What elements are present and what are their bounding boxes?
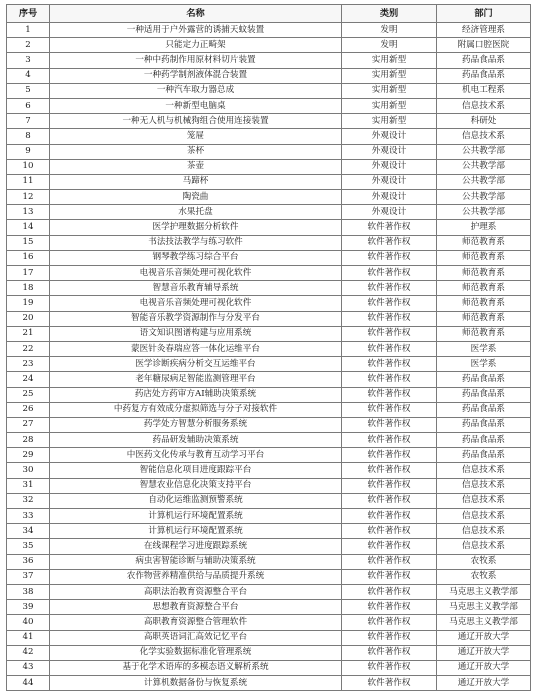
cell-dept: 马克思主义教学部 — [437, 600, 531, 615]
cell-name: 智能音乐教学资源制作与分发平台 — [50, 311, 342, 326]
cell-dept: 公共教学部 — [437, 174, 531, 189]
table-row — [7, 448, 531, 463]
cell-dept: 公共教学部 — [437, 144, 531, 159]
cell-no: 10 — [7, 159, 50, 174]
table-row — [7, 38, 531, 53]
cell-type: 软件著作权 — [342, 584, 437, 599]
cell-dept: 公共教学部 — [437, 205, 531, 220]
cell-type: 软件著作权 — [342, 250, 437, 265]
cell-dept: 护理系 — [437, 220, 531, 235]
cell-name: 自动化运维监测预警系统 — [50, 493, 342, 508]
cell-name: 笼屉 — [50, 129, 342, 144]
cell-type: 软件著作权 — [342, 660, 437, 675]
cell-type: 软件著作权 — [342, 493, 437, 508]
table-row — [7, 569, 531, 584]
header-no: 序号 — [7, 5, 50, 23]
cell-type: 软件著作权 — [342, 539, 437, 554]
cell-type: 软件著作权 — [342, 554, 437, 569]
cell-dept: 信息技术系 — [437, 463, 531, 478]
cell-no: 32 — [7, 493, 50, 508]
cell-no: 38 — [7, 584, 50, 599]
cell-dept: 通辽开放大学 — [437, 660, 531, 675]
cell-name: 水果托盘 — [50, 205, 342, 220]
cell-no: 33 — [7, 509, 50, 524]
cell-no: 9 — [7, 144, 50, 159]
cell-no: 42 — [7, 645, 50, 660]
cell-name: 计算机运行环境配置系统 — [50, 524, 342, 539]
cell-dept: 药品食品系 — [437, 387, 531, 402]
cell-name: 电视音乐音频处理可视化软件 — [50, 266, 342, 281]
table-row — [7, 53, 531, 68]
cell-type: 软件著作权 — [342, 433, 437, 448]
cell-name: 语文知识图谱构建与应用系统 — [50, 326, 342, 341]
cell-name: 高职英语词汇高效记忆平台 — [50, 630, 342, 645]
cell-name: 蒙医针灸春瑞应答一体化运维平台 — [50, 341, 342, 356]
cell-name: 钢琴教学练习综合平台 — [50, 250, 342, 265]
cell-dept: 信息技术系 — [437, 509, 531, 524]
cell-no: 1 — [7, 23, 50, 38]
table-row — [7, 584, 531, 599]
cell-no: 41 — [7, 630, 50, 645]
table-row — [7, 478, 531, 493]
table-row — [7, 250, 531, 265]
cell-name: 计算机运行环境配置系统 — [50, 509, 342, 524]
cell-name: 智能信息化项目进度跟踪平台 — [50, 463, 342, 478]
table-row — [7, 296, 531, 311]
cell-dept: 师范教育系 — [437, 326, 531, 341]
cell-type: 实用新型 — [342, 83, 437, 98]
table-row — [7, 266, 531, 281]
table-row — [7, 68, 531, 83]
cell-no: 29 — [7, 448, 50, 463]
table-row — [7, 23, 531, 38]
table-row — [7, 357, 531, 372]
cell-dept: 药品食品系 — [437, 372, 531, 387]
cell-dept: 公共教学部 — [437, 190, 531, 205]
cell-dept: 信息技术系 — [437, 524, 531, 539]
cell-type: 软件著作权 — [342, 645, 437, 660]
cell-no: 40 — [7, 615, 50, 630]
table-row — [7, 341, 531, 356]
cell-dept: 信息技术系 — [437, 129, 531, 144]
cell-no: 21 — [7, 326, 50, 341]
cell-type: 外观设计 — [342, 144, 437, 159]
table-row — [7, 235, 531, 250]
cell-dept: 信息技术系 — [437, 98, 531, 113]
cell-name: 电视音乐音频处理可视化软件 — [50, 296, 342, 311]
cell-no: 24 — [7, 372, 50, 387]
cell-dept: 药品食品系 — [437, 68, 531, 83]
cell-type: 外观设计 — [342, 190, 437, 205]
cell-type: 实用新型 — [342, 68, 437, 83]
cell-no: 43 — [7, 660, 50, 675]
table-row — [7, 402, 531, 417]
table-row — [7, 83, 531, 98]
cell-no: 23 — [7, 357, 50, 372]
table-row — [7, 311, 531, 326]
cell-no: 15 — [7, 235, 50, 250]
cell-dept: 信息技术系 — [437, 539, 531, 554]
cell-dept: 公共教学部 — [437, 159, 531, 174]
cell-dept: 马克思主义教学部 — [437, 615, 531, 630]
table-row — [7, 220, 531, 235]
cell-name: 智慧农业信息化决策支持平台 — [50, 478, 342, 493]
header-type: 类别 — [342, 5, 437, 23]
cell-dept: 信息技术系 — [437, 493, 531, 508]
cell-dept: 通辽开放大学 — [437, 630, 531, 645]
cell-name: 计算机数据备份与恢复系统 — [50, 676, 342, 691]
header-row — [7, 5, 531, 23]
table-row — [7, 190, 531, 205]
cell-no: 5 — [7, 83, 50, 98]
cell-type: 软件著作权 — [342, 615, 437, 630]
cell-name: 茶壶 — [50, 159, 342, 174]
table-row — [7, 463, 531, 478]
cell-name: 思想教育资源整合平台 — [50, 600, 342, 615]
cell-dept: 药品食品系 — [437, 53, 531, 68]
cell-dept: 师范教育系 — [437, 311, 531, 326]
cell-dept: 药品食品系 — [437, 433, 531, 448]
cell-dept: 通辽开放大学 — [437, 676, 531, 691]
cell-no: 44 — [7, 676, 50, 691]
cell-no: 20 — [7, 311, 50, 326]
cell-type: 软件著作权 — [342, 463, 437, 478]
cell-no: 3 — [7, 53, 50, 68]
cell-type: 外观设计 — [342, 159, 437, 174]
cell-name: 高职法治教育资源整合平台 — [50, 584, 342, 599]
table-row — [7, 417, 531, 432]
cell-name: 书法技法教学与练习软件 — [50, 235, 342, 250]
cell-name: 病虫害智能诊断与辅助决策系统 — [50, 554, 342, 569]
cell-dept: 经济管理系 — [437, 23, 531, 38]
cell-name: 老年糖尿病足智能监测管理平台 — [50, 372, 342, 387]
cell-type: 软件著作权 — [342, 357, 437, 372]
cell-name: 基于化学术语库的多模态语义解析系统 — [50, 660, 342, 675]
cell-no: 22 — [7, 341, 50, 356]
table-row — [7, 660, 531, 675]
cell-no: 16 — [7, 250, 50, 265]
cell-dept: 附属口腔医院 — [437, 38, 531, 53]
table-header — [7, 5, 531, 23]
cell-dept: 师范教育系 — [437, 266, 531, 281]
cell-no: 31 — [7, 478, 50, 493]
cell-dept: 师范教育系 — [437, 281, 531, 296]
cell-no: 36 — [7, 554, 50, 569]
cell-type: 软件著作权 — [342, 296, 437, 311]
table-row — [7, 114, 531, 129]
cell-dept: 农牧系 — [437, 569, 531, 584]
cell-no: 17 — [7, 266, 50, 281]
table-row — [7, 600, 531, 615]
cell-name: 一种无人机与机械狗组合使用连接装置 — [50, 114, 342, 129]
cell-name: 一种药学制剂液体混合装置 — [50, 68, 342, 83]
cell-type: 外观设计 — [342, 205, 437, 220]
cell-type: 外观设计 — [342, 174, 437, 189]
patent-table — [6, 4, 531, 691]
cell-name: 茶杯 — [50, 144, 342, 159]
cell-type: 软件著作权 — [342, 235, 437, 250]
cell-no: 30 — [7, 463, 50, 478]
table-row — [7, 554, 531, 569]
table-row — [7, 645, 531, 660]
cell-name: 药店处方药审方AI辅助决策系统 — [50, 387, 342, 402]
cell-dept: 师范教育系 — [437, 296, 531, 311]
cell-type: 软件著作权 — [342, 402, 437, 417]
cell-type: 软件著作权 — [342, 478, 437, 493]
cell-dept: 医学系 — [437, 357, 531, 372]
table-row — [7, 493, 531, 508]
cell-name: 一种适用于户外露营的诱捕天蚊装置 — [50, 23, 342, 38]
table-row — [7, 98, 531, 113]
cell-no: 7 — [7, 114, 50, 129]
table-row — [7, 159, 531, 174]
cell-no: 19 — [7, 296, 50, 311]
cell-type: 发明 — [342, 23, 437, 38]
cell-no: 34 — [7, 524, 50, 539]
cell-name: 药学处方智慧分析服务系统 — [50, 417, 342, 432]
cell-name: 一种新型电脑桌 — [50, 98, 342, 113]
cell-no: 25 — [7, 387, 50, 402]
cell-name: 一种中药制作用原材料切片装置 — [50, 53, 342, 68]
cell-type: 软件著作权 — [342, 417, 437, 432]
cell-name: 马蹄杯 — [50, 174, 342, 189]
cell-type: 外观设计 — [342, 129, 437, 144]
cell-name: 陶瓷曲 — [50, 190, 342, 205]
cell-no: 13 — [7, 205, 50, 220]
cell-no: 11 — [7, 174, 50, 189]
cell-no: 2 — [7, 38, 50, 53]
cell-dept: 药品食品系 — [437, 448, 531, 463]
table-row — [7, 144, 531, 159]
header-dept: 部门 — [437, 5, 531, 23]
table-row — [7, 615, 531, 630]
cell-type: 软件著作权 — [342, 281, 437, 296]
table-body — [7, 23, 531, 691]
cell-type: 软件著作权 — [342, 341, 437, 356]
cell-no: 6 — [7, 98, 50, 113]
cell-type: 软件著作权 — [342, 630, 437, 645]
table-row — [7, 539, 531, 554]
cell-name: 一种汽车取力器总成 — [50, 83, 342, 98]
cell-dept: 信息技术系 — [437, 478, 531, 493]
cell-type: 软件著作权 — [342, 569, 437, 584]
cell-type: 实用新型 — [342, 53, 437, 68]
cell-type: 软件著作权 — [342, 600, 437, 615]
cell-name: 医学诊断疾病分析交互运维平台 — [50, 357, 342, 372]
table-row — [7, 129, 531, 144]
table-row — [7, 676, 531, 691]
cell-dept: 医学系 — [437, 341, 531, 356]
cell-dept: 通辽开放大学 — [437, 645, 531, 660]
cell-type: 软件著作权 — [342, 372, 437, 387]
cell-dept: 农牧系 — [437, 554, 531, 569]
cell-name: 中药复方有效成分虚拟筛选与分子对接软件 — [50, 402, 342, 417]
cell-dept: 科研处 — [437, 114, 531, 129]
cell-type: 实用新型 — [342, 98, 437, 113]
cell-dept: 药品食品系 — [437, 417, 531, 432]
cell-no: 12 — [7, 190, 50, 205]
cell-type: 实用新型 — [342, 114, 437, 129]
cell-type: 软件著作权 — [342, 524, 437, 539]
cell-type: 软件著作权 — [342, 326, 437, 341]
cell-no: 18 — [7, 281, 50, 296]
cell-no: 28 — [7, 433, 50, 448]
cell-type: 软件著作权 — [342, 509, 437, 524]
cell-no: 26 — [7, 402, 50, 417]
cell-dept: 师范教育系 — [437, 250, 531, 265]
cell-no: 35 — [7, 539, 50, 554]
cell-type: 软件著作权 — [342, 676, 437, 691]
table-row — [7, 281, 531, 296]
cell-dept: 马克思主义教学部 — [437, 584, 531, 599]
cell-dept: 机电工程系 — [437, 83, 531, 98]
cell-no: 4 — [7, 68, 50, 83]
cell-name: 智慧音乐教育辅导系统 — [50, 281, 342, 296]
cell-no: 14 — [7, 220, 50, 235]
cell-name: 药品研发辅助决策系统 — [50, 433, 342, 448]
table-row — [7, 174, 531, 189]
cell-no: 27 — [7, 417, 50, 432]
cell-name: 中医药文化传承与教育互动学习平台 — [50, 448, 342, 463]
document-page — [6, 4, 530, 691]
cell-type: 发明 — [342, 38, 437, 53]
table-row — [7, 433, 531, 448]
cell-name: 农作物营养精准供给与品质提升系统 — [50, 569, 342, 584]
table-row — [7, 372, 531, 387]
table-row — [7, 387, 531, 402]
cell-type: 软件著作权 — [342, 387, 437, 402]
cell-dept: 药品食品系 — [437, 402, 531, 417]
cell-name: 在线课程学习进度跟踪系统 — [50, 539, 342, 554]
cell-type: 软件著作权 — [342, 220, 437, 235]
cell-name: 只能定力正畸架 — [50, 38, 342, 53]
cell-type: 软件著作权 — [342, 448, 437, 463]
table-row — [7, 326, 531, 341]
header-name: 名称 — [50, 5, 342, 23]
cell-name: 高职教育资源整合管理软件 — [50, 615, 342, 630]
table-row — [7, 524, 531, 539]
cell-no: 37 — [7, 569, 50, 584]
cell-no: 39 — [7, 600, 50, 615]
table-row — [7, 509, 531, 524]
table-row — [7, 205, 531, 220]
cell-no: 8 — [7, 129, 50, 144]
cell-name: 化学实验数据标准化管理系统 — [50, 645, 342, 660]
cell-type: 软件著作权 — [342, 266, 437, 281]
cell-type: 软件著作权 — [342, 311, 437, 326]
table-row — [7, 630, 531, 645]
cell-dept: 师范教育系 — [437, 235, 531, 250]
cell-name: 医学护理数据分析软件 — [50, 220, 342, 235]
